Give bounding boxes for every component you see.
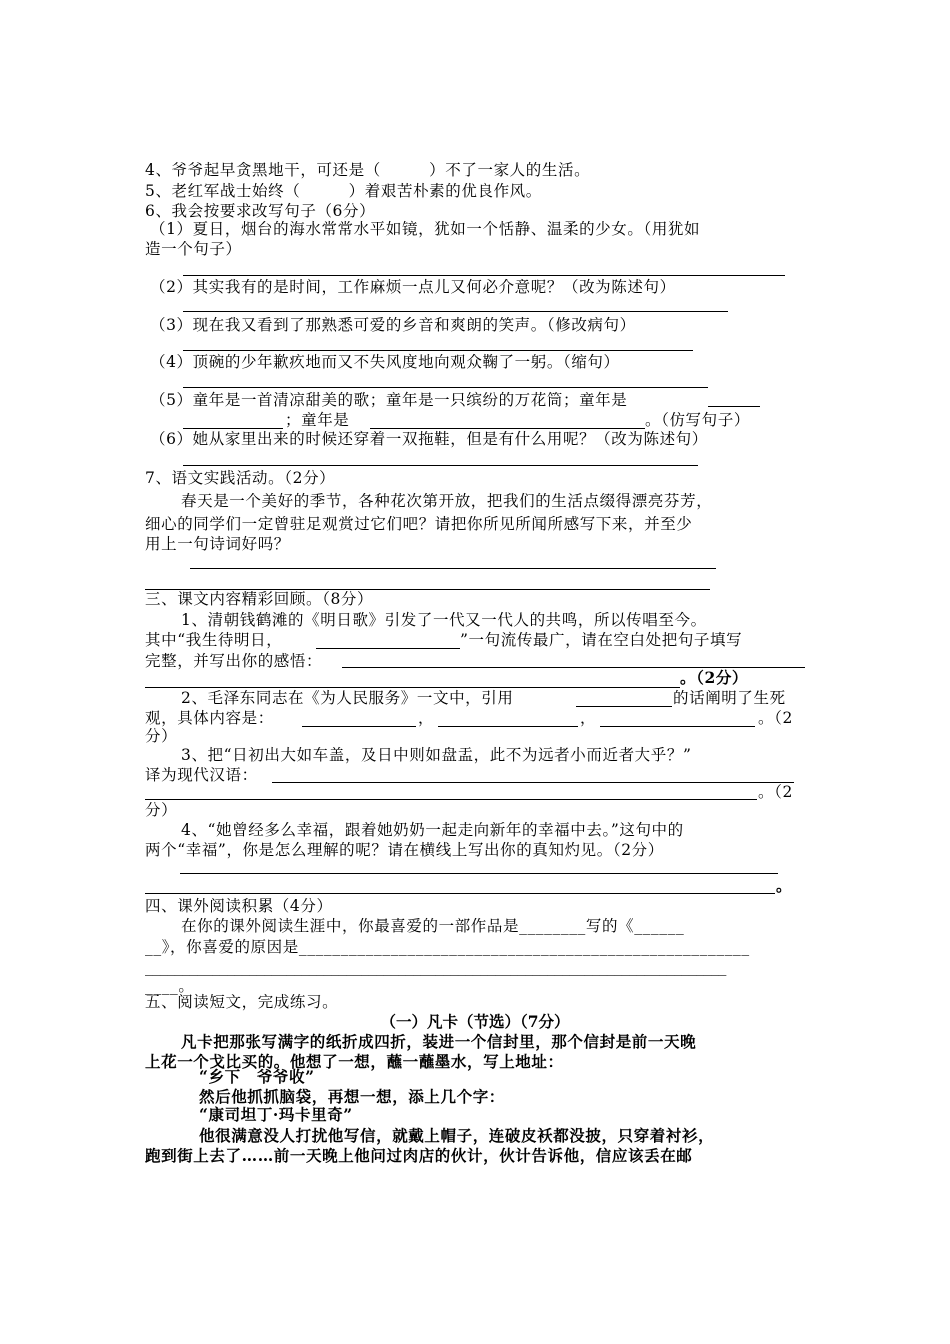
answer-line[interactable] xyxy=(183,311,728,312)
q6-5-text-mid: ；童年是 xyxy=(285,411,350,429)
answer-line[interactable] xyxy=(190,568,716,569)
s3-q2-comma-1: ， xyxy=(418,709,435,727)
q7-heading: 7、语文实践活动。（2分） xyxy=(145,469,336,487)
section-4-heading: 四、课外阅读积累（4分） xyxy=(145,897,333,915)
s3-q2-text-a: 2、毛泽东同志在《为人民服务》一文中，引用 xyxy=(181,689,514,707)
s3-q4-period: 。 xyxy=(776,876,793,895)
s3-q1-text-c: 完整，并写出你的感悟： xyxy=(145,652,323,670)
s3-q1-text-a: 其中“我生待明日， xyxy=(145,631,283,649)
answer-line[interactable] xyxy=(145,799,757,800)
s3-q2-score: 。（2 xyxy=(758,709,793,727)
q5-text: 5、老红军战士始终（ ）着艰苦朴素的优良作风。 xyxy=(145,182,542,200)
q6-1-text: （1）夏日，烟台的海水常常水平如镜，犹如一个恬静、温柔的少女。（用犹如 xyxy=(150,220,701,238)
q6-6-text: （6）她从家里出来的时候还穿着一双拖鞋，但是有什么用呢？（改为陈述句） xyxy=(150,430,708,448)
section-5-heading: 五、阅读短文，完成练习。 xyxy=(145,993,339,1011)
s3-q1-text: 1、清朝钱鹤滩的《明日歌》引发了一代又一代人的共鸣，所以传唱至今。 xyxy=(181,611,707,629)
passage-address-2: “康司坦丁·玛卡里奇” xyxy=(199,1105,353,1124)
s3-q2-text-b: 的话阐明了生死 xyxy=(673,689,786,707)
q6-2-text: （2）其实我有的是时间，工作麻烦一点儿又何必介意呢？（改为陈述句） xyxy=(150,278,676,296)
q7-text-end: 用上一句诗词好吗？ xyxy=(145,535,290,553)
s4-answer-line[interactable]: ______________________________________________________________________________ xyxy=(145,958,727,976)
answer-blank[interactable] xyxy=(438,726,578,727)
section-3-heading: 三、课文内容精彩回顾。（8分） xyxy=(145,590,374,608)
s3-q2-text-c: 观，具体内容是： xyxy=(145,709,274,727)
s3-q3-score-cont: 分） xyxy=(145,801,178,819)
q4-text: 4、爷爷起早贪黑地干，可还是（ ）不了一家人的生活。 xyxy=(145,161,591,179)
s3-q1-score: 。（2分） xyxy=(680,668,749,687)
passage-para-1-cont: 上花一个戈比买的。他想了一想，蘸一蘸墨水，写上地址： xyxy=(145,1052,564,1071)
answer-line[interactable] xyxy=(180,873,778,874)
q7-text-cont: 细心的同学们一定曾驻足观赏过它们吧？请把你所见所闻所感写下来，并至少 xyxy=(145,515,693,533)
passage-para-3-cont: 跑到街上去了……前一天晚上他问过肉店的伙计，伙计告诉他，信应该丢在邮 xyxy=(145,1146,693,1165)
answer-blank[interactable] xyxy=(576,706,672,707)
s3-q2-comma-2: ， xyxy=(580,709,597,727)
s4-text: 在你的课外阅读生涯中，你最喜爱的一部作品是________写的《______ xyxy=(181,917,685,935)
answer-line[interactable] xyxy=(183,465,698,466)
answer-blank[interactable] xyxy=(316,648,460,649)
s4-text-cont: __》，你喜爱的原因是______________________________________________________ xyxy=(145,938,750,956)
q6-5-text-end: 。（仿写句子） xyxy=(645,411,750,429)
answer-line[interactable] xyxy=(183,387,708,388)
s3-q4-text-cont: 两个“幸福”，你是怎么理解的呢？请在横线上写出你的真知灼见。（2分） xyxy=(145,841,664,859)
s3-q4-text: 4、“她曾经多么幸福，跟着她奶奶一起走向新年的幸福中去。”这句中的 xyxy=(181,821,684,839)
passage-address-1: “乡下 爷爷收” xyxy=(199,1067,315,1086)
passage-title: （一）凡卡（节选）（7分） xyxy=(380,1012,570,1031)
s3-q3-text-cont: 译为现代汉语： xyxy=(145,766,258,784)
answer-line[interactable] xyxy=(272,782,794,783)
passage-para-2: 然后他抓抓脑袋，再想一想，添上几个字： xyxy=(199,1087,505,1106)
s3-q2-score-cont: 分） xyxy=(145,727,178,745)
answer-line[interactable] xyxy=(145,893,775,894)
s3-q1-text-b: ”一句流传最广，请在空白处把句子填写 xyxy=(460,631,743,649)
q7-text: 春天是一个美好的季节，各种花次第开放，把我们的生活点缀得漂亮芬芳， xyxy=(181,492,713,510)
answer-blank[interactable] xyxy=(600,726,755,727)
s4-answer-end: ____。 xyxy=(145,977,195,995)
q6-5-text: （5）童年是一首清凉甜美的歌；童年是一只缤纷的万花筒；童年是 xyxy=(150,391,628,409)
q6-heading: 6、我会按要求改写句子（6分） xyxy=(145,202,376,220)
s3-q3-text: 3、把“日初出大如车盖，及日中则如盘盂，此不为远者小而近者大乎？” xyxy=(181,746,692,764)
q6-3-text: （3）现在我又看到了那熟悉可爱的乡音和爽朗的笑声。（修改病句） xyxy=(150,316,636,334)
q6-4-text: （4）顶碗的少年歉疚地而又不失风度地向观众鞠了一躬。（缩句） xyxy=(150,353,620,371)
q6-1-text-cont: 造一个句子） xyxy=(145,240,242,258)
passage-para-3: 他很满意没人打扰他写信，就戴上帽子，连破皮袄都没披，只穿着衬衫， xyxy=(199,1126,715,1145)
s3-q3-score: 。（2 xyxy=(758,783,793,801)
answer-line[interactable] xyxy=(183,275,785,276)
answer-line[interactable] xyxy=(183,350,693,351)
answer-blank[interactable] xyxy=(302,726,416,727)
answer-blank[interactable] xyxy=(708,406,760,407)
passage-para-1: 凡卡把那张写满字的纸折成四折，装进一个信封里，那个信封是前一天晚 xyxy=(181,1032,697,1051)
